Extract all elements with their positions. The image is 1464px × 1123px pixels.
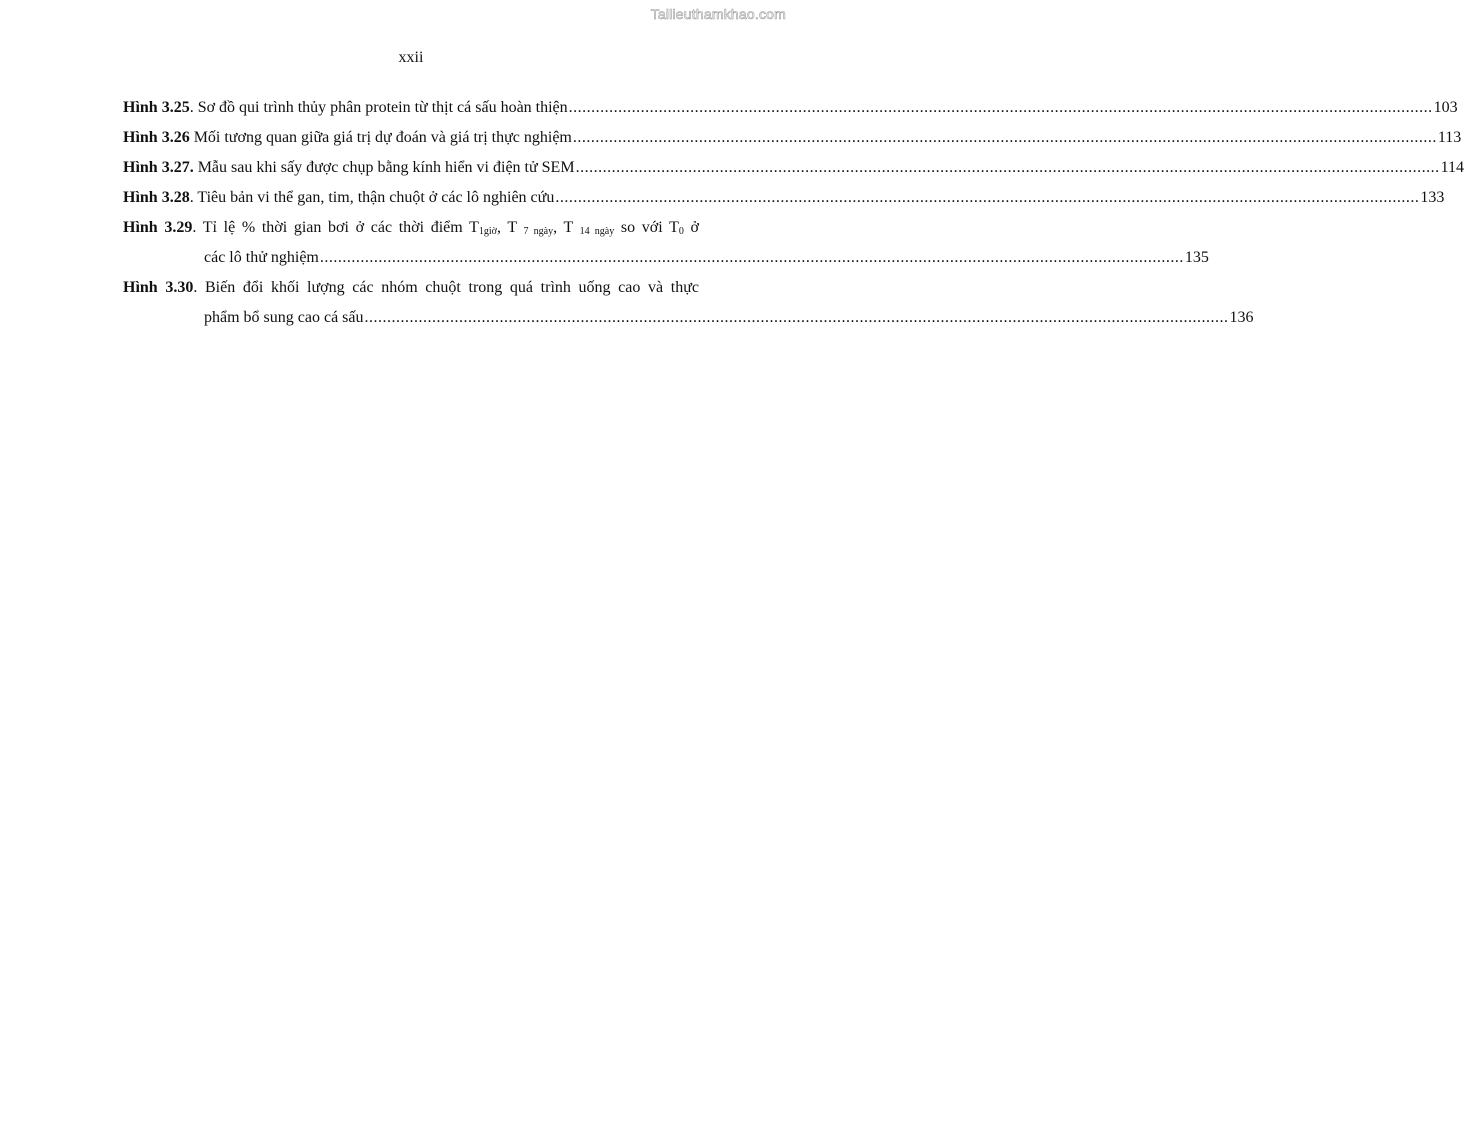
entry-page-number: 113 <box>1437 129 1462 146</box>
list-of-figures <box>123 93 1464 333</box>
toc-entry-3-28[interactable] <box>123 183 1445 213</box>
entry-label: Hình 3.25 <box>123 99 190 116</box>
toc-entry-3-29[interactable] <box>123 213 1209 273</box>
entry-title: Mẫu sau khi sấy được chụp bằng kính hiển vi điện tử SEM <box>193 159 575 176</box>
entry-title: . Sơ đồ qui trình thủy phân protein từ thịt cá sấu hoàn thiện <box>189 99 568 116</box>
entry-label: Hình 3.27. <box>123 159 194 176</box>
toc-entry-3-30[interactable] <box>123 273 1254 333</box>
dot-leader <box>320 243 1184 273</box>
entry-label: Hình 3.29 <box>123 219 193 236</box>
entry-title-line-1: Hình 3.29. Tỉ lệ % thời gian bơi ở các thời điểm $T_{1giờ}$, T $_{7 ngày}$, T $_{14 ngày}$ so với $T_0$ ở <box>123 219 699 237</box>
entry-label: Hình 3.26 <box>123 129 190 146</box>
entry-title-line-2: phẩm bổ sung cao cá sấu <box>204 309 364 326</box>
entry-page-number: 103 <box>1433 99 1458 116</box>
entry-label: Hình 3.30 <box>123 279 194 296</box>
watermark: Tailieuthamkhao.com <box>650 6 786 22</box>
entry-title-line-2: các lô thử nghiệm <box>204 249 319 266</box>
entry-title: . Tiêu bản vi thể gan, tim, thận chuột ở các lô nghiên cứu <box>189 189 555 206</box>
dot-leader <box>576 153 1440 183</box>
entry-title-line-1: Hình 3.30. Biến đổi khối lượng các nhóm chuột trong quá trình uống cao và thực <box>123 279 700 296</box>
page-number: xxii <box>398 49 424 66</box>
entry-page-number: 135 <box>1184 249 1209 266</box>
dot-leader <box>555 183 1419 213</box>
entry-page-number: 114 <box>1440 159 1464 176</box>
entry-page-number: 133 <box>1420 189 1445 206</box>
entry-page-number: 136 <box>1229 309 1254 326</box>
entry-label: Hình 3.28 <box>123 189 190 206</box>
dot-leader <box>573 123 1437 153</box>
dot-leader <box>365 303 1229 333</box>
toc-entry-3-27[interactable] <box>123 153 1464 183</box>
dot-leader <box>569 93 1433 123</box>
toc-entry-3-25[interactable] <box>123 93 1458 123</box>
toc-entry-3-26[interactable] <box>123 123 1462 153</box>
entry-title: Mối tương quan giữa giá trị dự đoán và giá trị thực nghiệm <box>189 129 572 146</box>
